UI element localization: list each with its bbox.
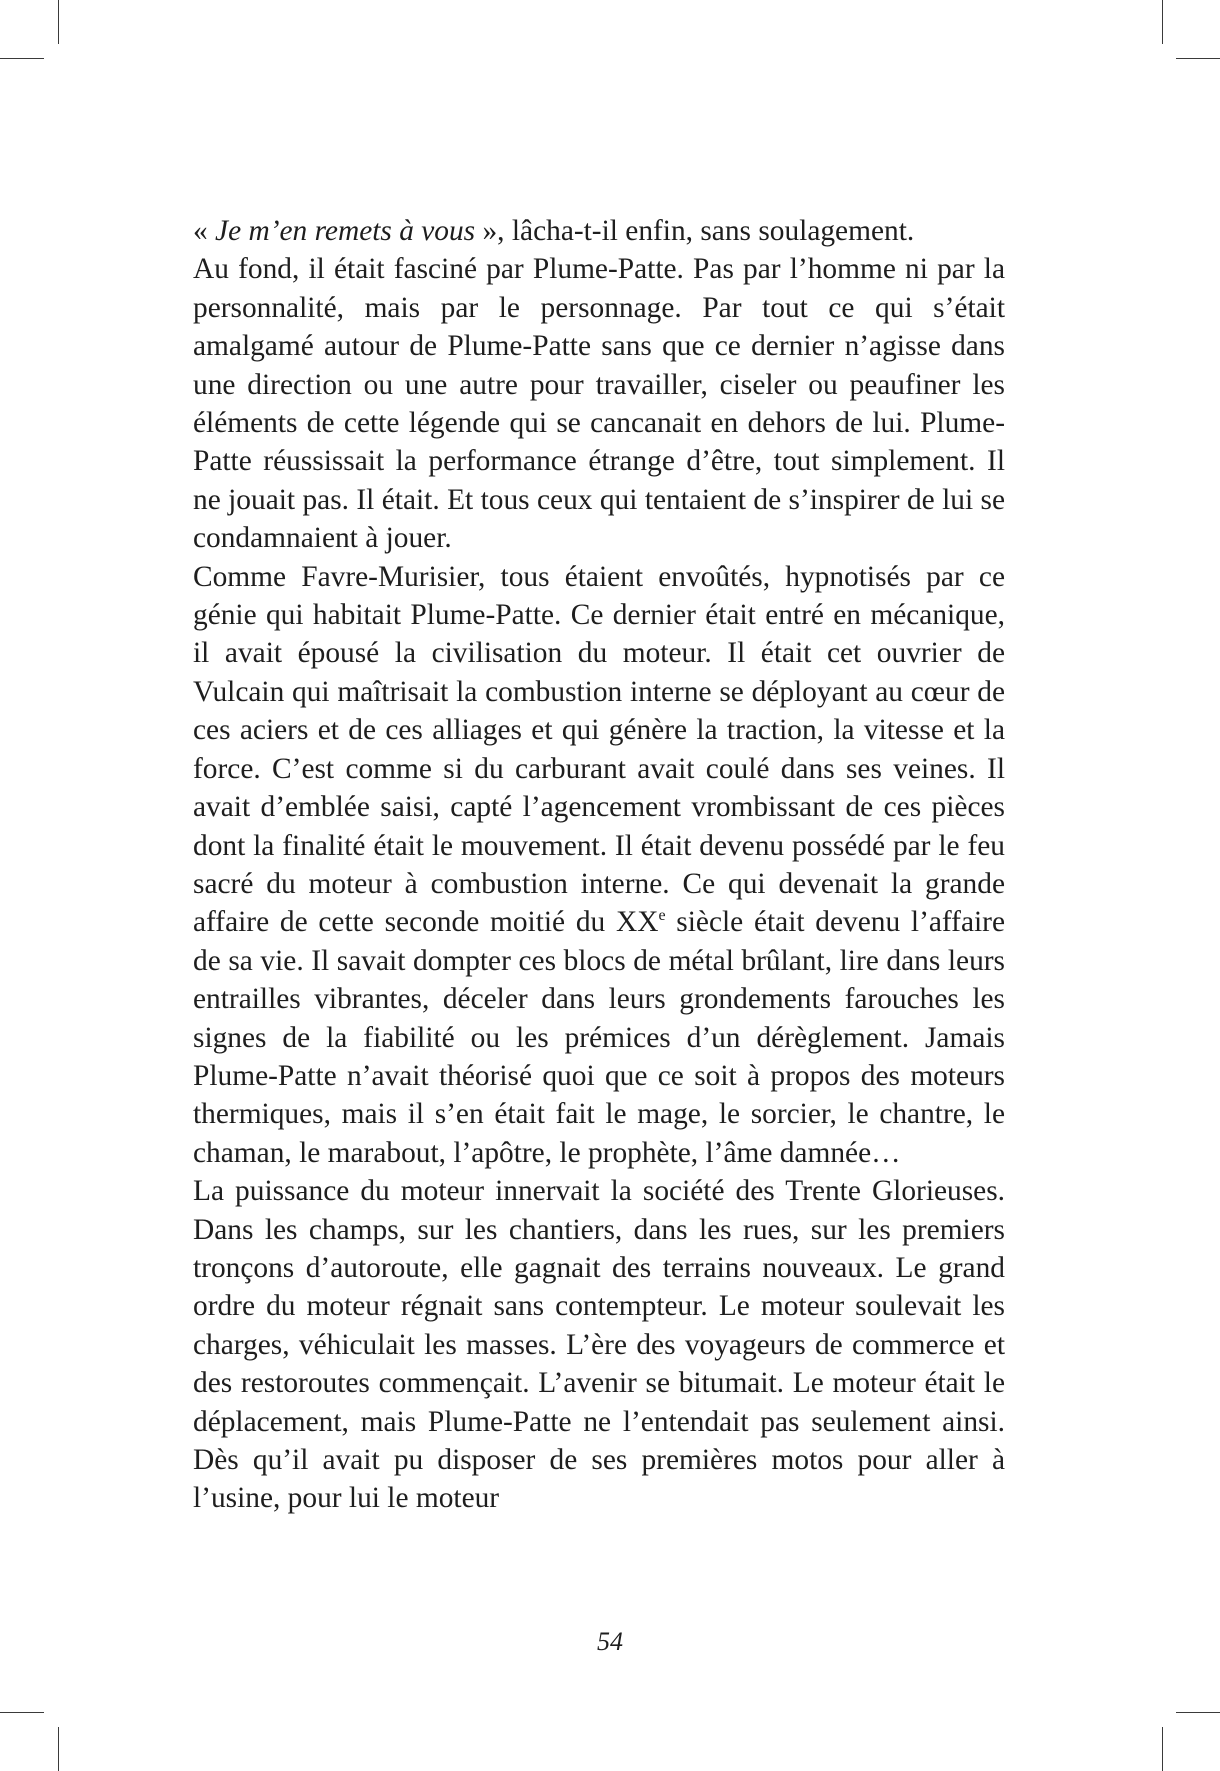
mechanic-text-end: siècle était devenu l’affaire de sa vie. Il savait dompter ces blocs de métal brûlant, lire dans leurs entrailles vibrantes, déceler dans leurs grondements farouches les signes de la fiabilité ou les prémices d’un dérèglement. Jamais Plume-Patte n’avait théorisé quoi que ce soit à propos des moteurs thermiques, mais il s’en était fait le mage, le sorcier, le chantre, le chaman, le marabout, l’apôtre, le prophète, l’âme damnée…: [193, 906, 1005, 1169]
crop-mark-bottom-right-vertical: [1162, 1727, 1163, 1771]
crop-mark-bottom-right-horizontal: [1176, 1712, 1220, 1713]
crop-mark-bottom-left-vertical: [58, 1727, 59, 1771]
century-numeral: XX: [615, 906, 659, 939]
quote-continuation: », lâcha-t-il enfin, sans soulagement.: [475, 215, 915, 247]
century-superscript: e: [658, 907, 666, 925]
body-text: [193, 212, 1005, 1518]
quoted-phrase: Je m’en remets à vous: [215, 215, 476, 247]
crop-mark-top-right-vertical: [1162, 0, 1163, 44]
crop-mark-top-left-vertical: [58, 0, 59, 44]
crop-mark-top-left-horizontal: [0, 58, 44, 59]
page-number: 54: [597, 1627, 623, 1656]
crop-mark-top-right-horizontal: [1176, 58, 1220, 59]
mechanic-text-start: Comme Favre-Murisier, tous étaient envoûtés, hypnotisés par ce génie qui habitait Plume-Patte. Ce dernier était entré en mécanique, il avait épousé la civilisation du moteur. Il était cet ouvrier de Vulcain qui maîtrisait la combustion interne se déployant au cœur de ces aciers et de ces alliages et qui génère la traction, la vitesse et la force. C’est comme si du carburant avait coulé dans ses veines. Il avait d’emblée saisi, capté l’agencement vrombissant de ces pièces dont la finalité était le mouvement. Il était devenu possédé par le feu sacré du moteur à combustion interne. Ce qui devenait la grande affaire de cette seconde moitié du: [193, 560, 1005, 939]
paragraph-engine-power: La puissance du moteur innervait la société des Trente Glorieuses. Dans les champs, sur les chantiers, dans les rues, sur les premiers tronçons d’autoroute, elle gagnait des terrains nouveaux. Le grand ordre du moteur régnait sans contempteur. Le moteur soulevait les charges, véhiculait les masses. L’ère des voyageurs de commerce et des restoroutes commençait. L’avenir se bitumait. Le moteur était le déplacement, mais Plume-Patte ne l’entendait pas seulement ainsi. Dès qu’il avait pu disposer de ses premières motos pour aller à l’usine, pour lui le moteur: [193, 1175, 1005, 1515]
open-quote: «: [193, 215, 216, 247]
paragraph-quote: [193, 212, 1005, 250]
paragraph-fascination: Au fond, il était fasciné par Plume-Patte. Pas par l’homme ni par la personnalité, mais par le personnage. Par tout ce qui s’était amalgamé autour de Plume-Patte sans que ce dernier n’agisse dans une direction ou une autre pour travailler, ciseler ou peaufiner les éléments de cette légende qui se cancanait en dehors de lui. Plume-Patte réussissait la performance étrange d’être, tout simplement. Il ne jouait pas. Il était. Et tous ceux qui tentaient de s’inspirer de lui se condamnaient à jouer.: [193, 253, 1005, 555]
paragraph-mechanic: [193, 558, 1005, 1173]
crop-mark-bottom-left-horizontal: [0, 1712, 44, 1713]
